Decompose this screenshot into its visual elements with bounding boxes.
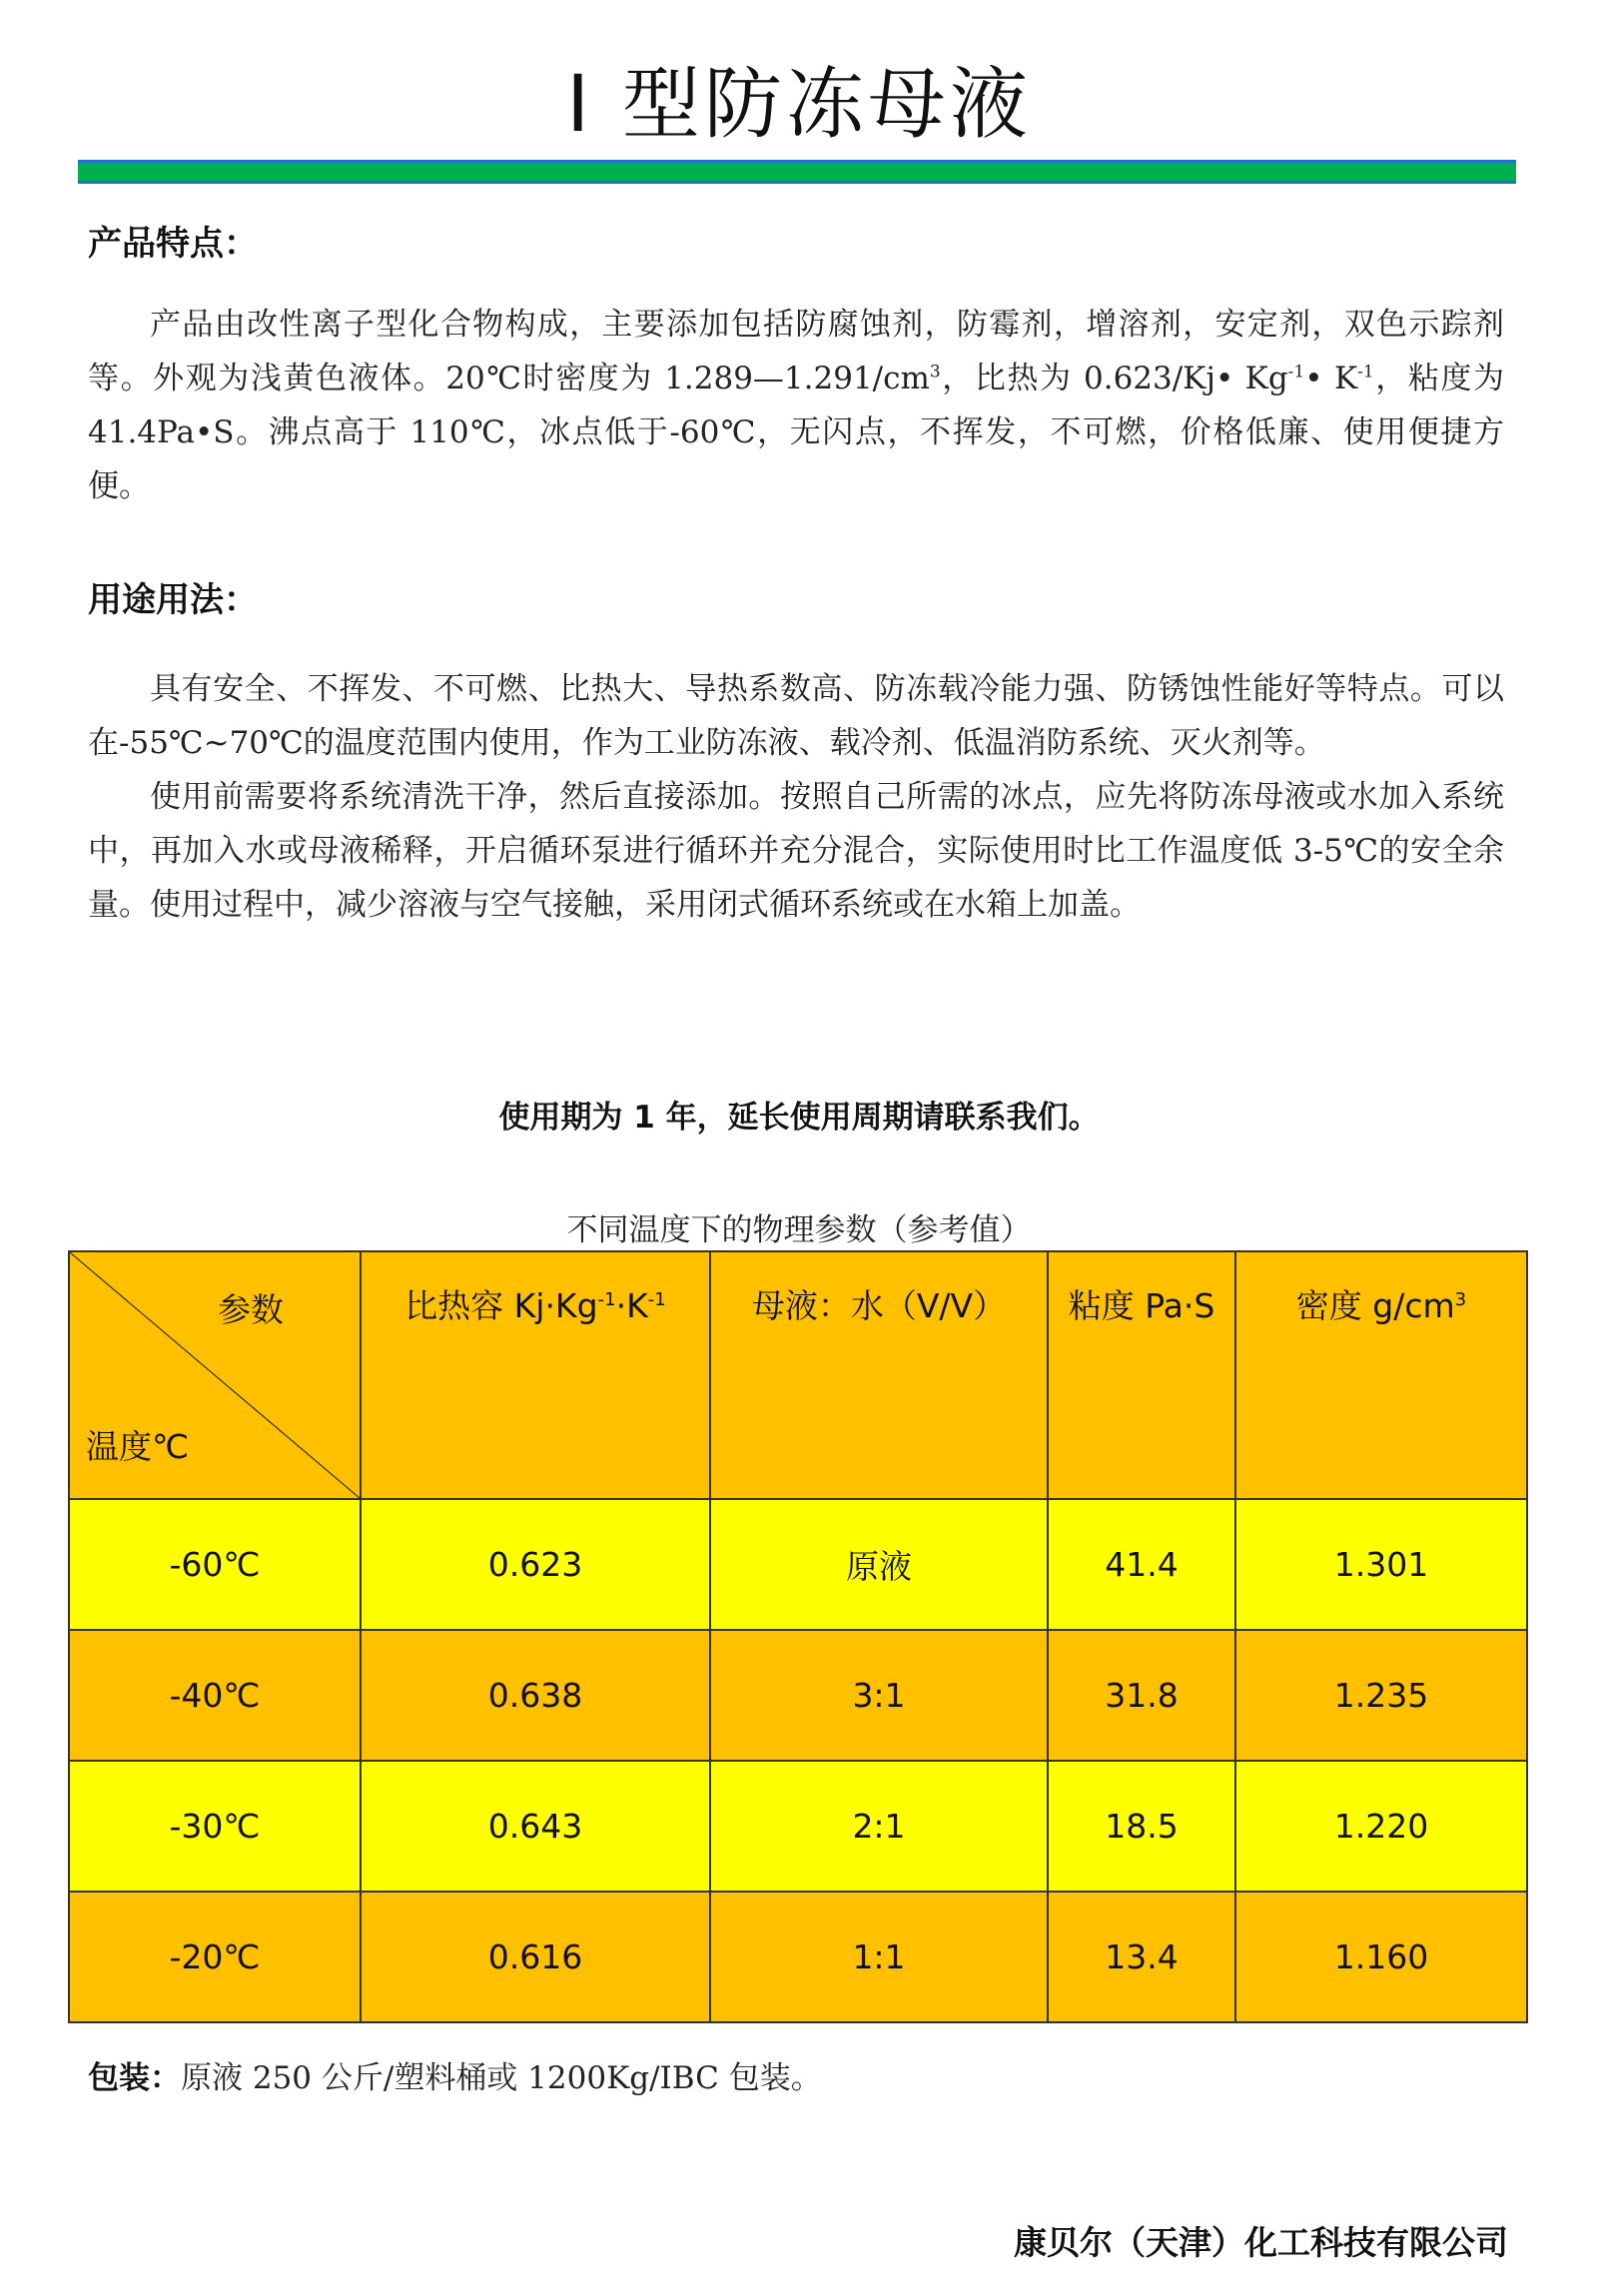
cell-viscosity: 41.4	[1048, 1499, 1235, 1630]
usage-heading: 用途用法：	[88, 580, 258, 620]
shelf-life-notice: 使用期为 1 年，延长使用周期请联系我们。	[498, 1100, 1100, 1136]
cell-specific-heat: 0.643	[361, 1761, 710, 1892]
features-sup-3: -1	[1357, 362, 1374, 383]
features-text-1: 产品由改性离子型化合物构成，主要添加包括防腐蚀剂，防霉剂，增溶剂，安定剂，双色示踪剂等。外观为浅黄色液体。20℃时密度为 1.289—1.291/cm	[88, 307, 1504, 396]
features-sup-2: -1	[1287, 362, 1305, 383]
table-row	[69, 1499, 1527, 1630]
packaging-info	[88, 2052, 822, 2097]
header-viscosity: 粘度 Pa·S	[1048, 1251, 1235, 1499]
packaging-text: 原液 250 公斤/塑料桶或 1200Kg/IBC 包装。	[181, 2060, 822, 2096]
cell-mix-ratio: 原液	[710, 1499, 1048, 1630]
features-text-2: ，比热为 0.623/Kj• Kg	[940, 361, 1288, 396]
header-density-text: 密度 g/cm	[1295, 1286, 1455, 1325]
company-name: 康贝尔（天津）化工科技有限公司	[1014, 2223, 1508, 2262]
header-specific-heat-text: 比热容 Kj·Kg	[404, 1286, 598, 1325]
table-caption: 不同温度下的物理参数（参考值）	[566, 1212, 1032, 1248]
header-mix-ratio: 母液：水（V/V）	[710, 1251, 1048, 1499]
features-sup-1: 3	[929, 362, 941, 383]
cell-specific-heat: 0.616	[361, 1892, 710, 2022]
features-heading: 产品特点：	[88, 224, 258, 264]
cell-density: 1.301	[1235, 1499, 1527, 1630]
cell-viscosity: 18.5	[1048, 1761, 1235, 1892]
corner-header-cell	[69, 1251, 361, 1499]
cell-viscosity: 13.4	[1048, 1892, 1235, 2022]
cell-mix-ratio: 2:1	[710, 1761, 1048, 1892]
header-density	[1235, 1251, 1527, 1499]
cell-temperature: -20℃	[69, 1892, 361, 2022]
cell-mix-ratio: 1:1	[710, 1892, 1048, 2022]
header-density-sup: 3	[1454, 1289, 1467, 1310]
header-specific-heat-sup-1: -1	[597, 1289, 616, 1310]
cell-specific-heat: 0.638	[361, 1630, 710, 1761]
table-row	[69, 1761, 1527, 1892]
physical-parameters-table	[68, 1250, 1528, 2023]
cell-temperature: -40℃	[69, 1630, 361, 1761]
page-title: I 型防冻母液	[566, 60, 1032, 150]
cell-density: 1.235	[1235, 1630, 1527, 1761]
cell-density: 1.220	[1235, 1761, 1527, 1892]
table-row	[69, 1630, 1527, 1761]
features-text-4: ，粘度为 41.4Pa•S。沸点高于 110℃，冰点低于-60℃，无闪点，不挥发，不可燃，价格低廉、使用便捷方便。	[88, 361, 1505, 504]
corner-label-temperature: 温度℃	[86, 1427, 190, 1466]
header-specific-heat	[361, 1251, 710, 1499]
features-text-3: • K	[1304, 361, 1358, 396]
header-specific-heat-mid: ·K	[615, 1286, 648, 1325]
usage-paragraph-2: 使用前需要将系统清洗干净，然后直接添加。按照自己所需的冰点，应先将防冻母液或水加入系统中，再加入水或母液稀释，开启循环泵进行循环并充分混合，实际使用时比工作温度低 3-5℃的安全余量。使用过程中，减少溶液与空气接触，采用闭式循环系统或在水箱上加盖。	[88, 779, 1504, 923]
title-divider-bar	[78, 160, 1516, 184]
header-specific-heat-sup-2: -1	[647, 1289, 666, 1310]
usage-paragraph-1: 具有安全、不挥发、不可燃、比热大、导热系数高、防冻载冷能力强、防锈蚀性能好等特点。可以在-55℃~70℃的温度范围内使用，作为工业防冻液、载冷剂、低温消防系统、灭火剂等。	[88, 671, 1504, 761]
table-header-row	[69, 1251, 1527, 1499]
cell-mix-ratio: 3:1	[710, 1630, 1048, 1761]
cell-temperature: -60℃	[69, 1499, 361, 1630]
cell-density: 1.160	[1235, 1892, 1527, 2022]
packaging-label: 包装：	[88, 2060, 181, 2096]
table-row	[69, 1892, 1527, 2022]
usage-paragraphs	[88, 662, 1504, 932]
cell-viscosity: 31.8	[1048, 1630, 1235, 1761]
corner-label-parameter: 参数	[218, 1290, 284, 1329]
features-paragraph	[88, 298, 1504, 513]
cell-temperature: -30℃	[69, 1761, 361, 1892]
cell-specific-heat: 0.623	[361, 1499, 710, 1630]
